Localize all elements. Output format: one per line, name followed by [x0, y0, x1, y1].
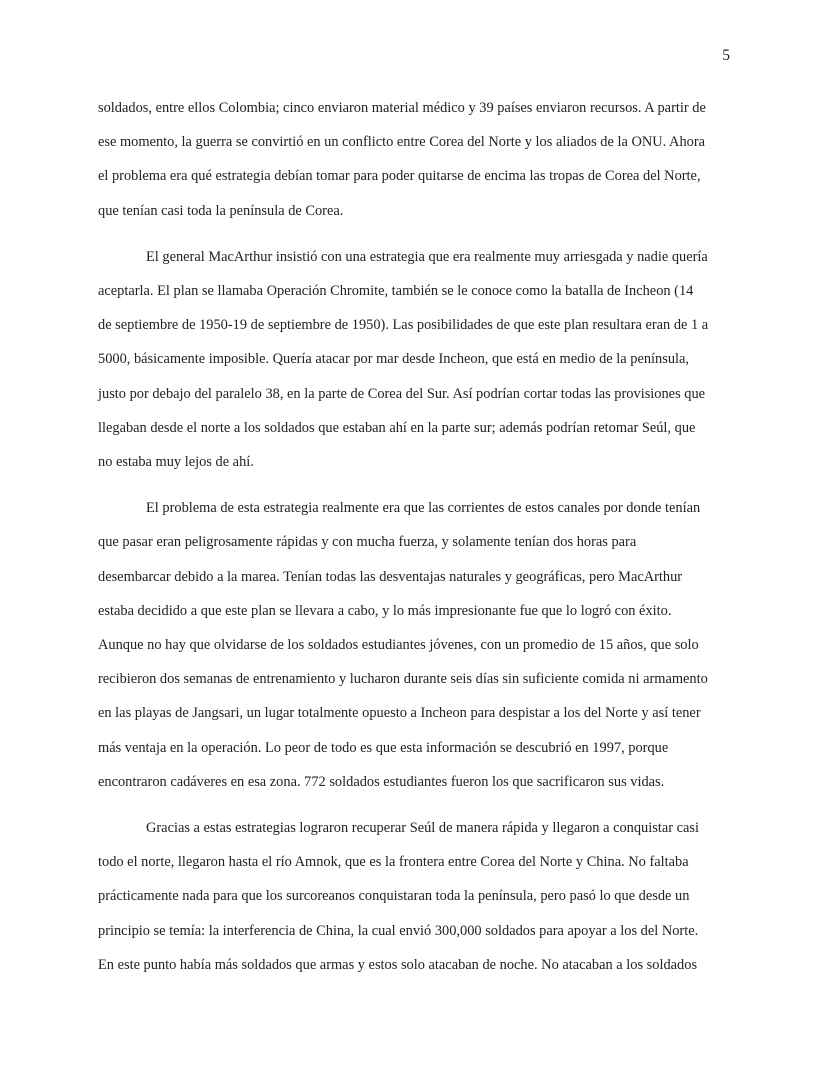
- paragraph: [98, 91, 730, 228]
- text-line: más ventaja en la operación. Lo peor de todo es que esta información se descubrió en 1997, porque: [98, 739, 669, 756]
- text-line: El general MacArthur insistió con una estrategia que era realmente muy arriesgada y nadie quería: [146, 248, 708, 265]
- text-line: principio se temía: la interferencia de China, la cual envió 300,000 soldados para apoyar a los del Norte.: [98, 922, 699, 939]
- text-line: aceptarla. El plan se llamaba Operación Chromite, también se le conoce como la batalla de Incheon (14: [98, 283, 694, 300]
- text-line: no estaba muy lejos de ahí.: [98, 454, 254, 471]
- text-line: ese momento, la guerra se convirtió en un conflicto entre Corea del Norte y los aliados de la ONU. Ahora: [98, 134, 706, 151]
- text-line: El problema de esta estrategia realmente era que las corrientes de estos canales por donde tenían: [146, 500, 701, 517]
- text-line: justo por debajo del paralelo 38, en la parte de Corea del Sur. Así podrían cortar todas las provisiones que: [98, 385, 706, 402]
- paragraph-gap: [98, 799, 730, 811]
- text-line: soldados, entre ellos Colombia; cinco enviaron material médico y 39 países enviaron recursos. A partir de: [98, 100, 706, 116]
- text-line: Aunque no hay que olvidarse de los soldados estudiantes jóvenes, con un promedio de 15 años, que solo: [98, 637, 699, 654]
- text-line: llegaban desde el norte a los soldados que estaban ahí en la parte sur; además podrían retomar Seúl, que: [98, 419, 696, 436]
- paragraph: [98, 811, 730, 982]
- text-line: desembarcar debido a la marea. Tenían todas las desventajas naturales y geográficas, pero MacArthur: [98, 568, 683, 585]
- text-line: de septiembre de 1950-19 de septiembre de 1950). Las posibilidades de que este plan resultara eran de 1 a: [98, 317, 709, 334]
- text-line: 5000, básicamente imposible. Quería atacar por mar desde Incheon, que está en medio de la península,: [98, 351, 689, 368]
- text-line: recibieron dos semanas de entrenamiento y lucharon durante seis días sin suficiente comida ni armamento: [98, 671, 708, 688]
- page-number: 5: [722, 47, 730, 64]
- text-line: en las playas de Jangsari, un lugar totalmente opuesto a Incheon para despistar a los del Norte y así tener: [98, 705, 701, 722]
- paragraph: [98, 491, 730, 799]
- paragraph-gap: [98, 479, 730, 491]
- text-line: que tenían casi toda la península de Corea.: [98, 202, 344, 219]
- text-line: Gracias a estas estrategias lograron recuperar Seúl de manera rápida y llegaron a conquistar casi: [146, 820, 699, 837]
- text-line: encontraron cadáveres en esa zona. 772 soldados estudiantes fueron los que sacrificaron sus vidas.: [98, 773, 665, 790]
- text-line: el problema era qué estrategia debían tomar para poder quitarse de encima las tropas de Corea del Norte,: [98, 168, 701, 185]
- text-line: todo el norte, llegaron hasta el río Amnok, que es la frontera entre Corea del Norte y China. No faltaba: [98, 854, 689, 871]
- text-line: que pasar eran peligrosamente rápidas y con mucha fuerza, y solamente tenían dos horas para: [98, 534, 637, 551]
- body-text: [98, 91, 730, 982]
- paragraph: [98, 240, 730, 479]
- text-line: En este punto había más soldados que armas y estos solo atacaban de noche. No atacaban a los soldados: [98, 956, 698, 973]
- text-line: prácticamente nada para que los surcoreanos conquistaran toda la península, pero pasó lo que desde un: [98, 888, 690, 905]
- paragraph-gap: [98, 228, 730, 240]
- text-line: estaba decidido a que este plan se llevara a cabo, y lo más impresionante fue que lo logró con éxito.: [98, 602, 672, 619]
